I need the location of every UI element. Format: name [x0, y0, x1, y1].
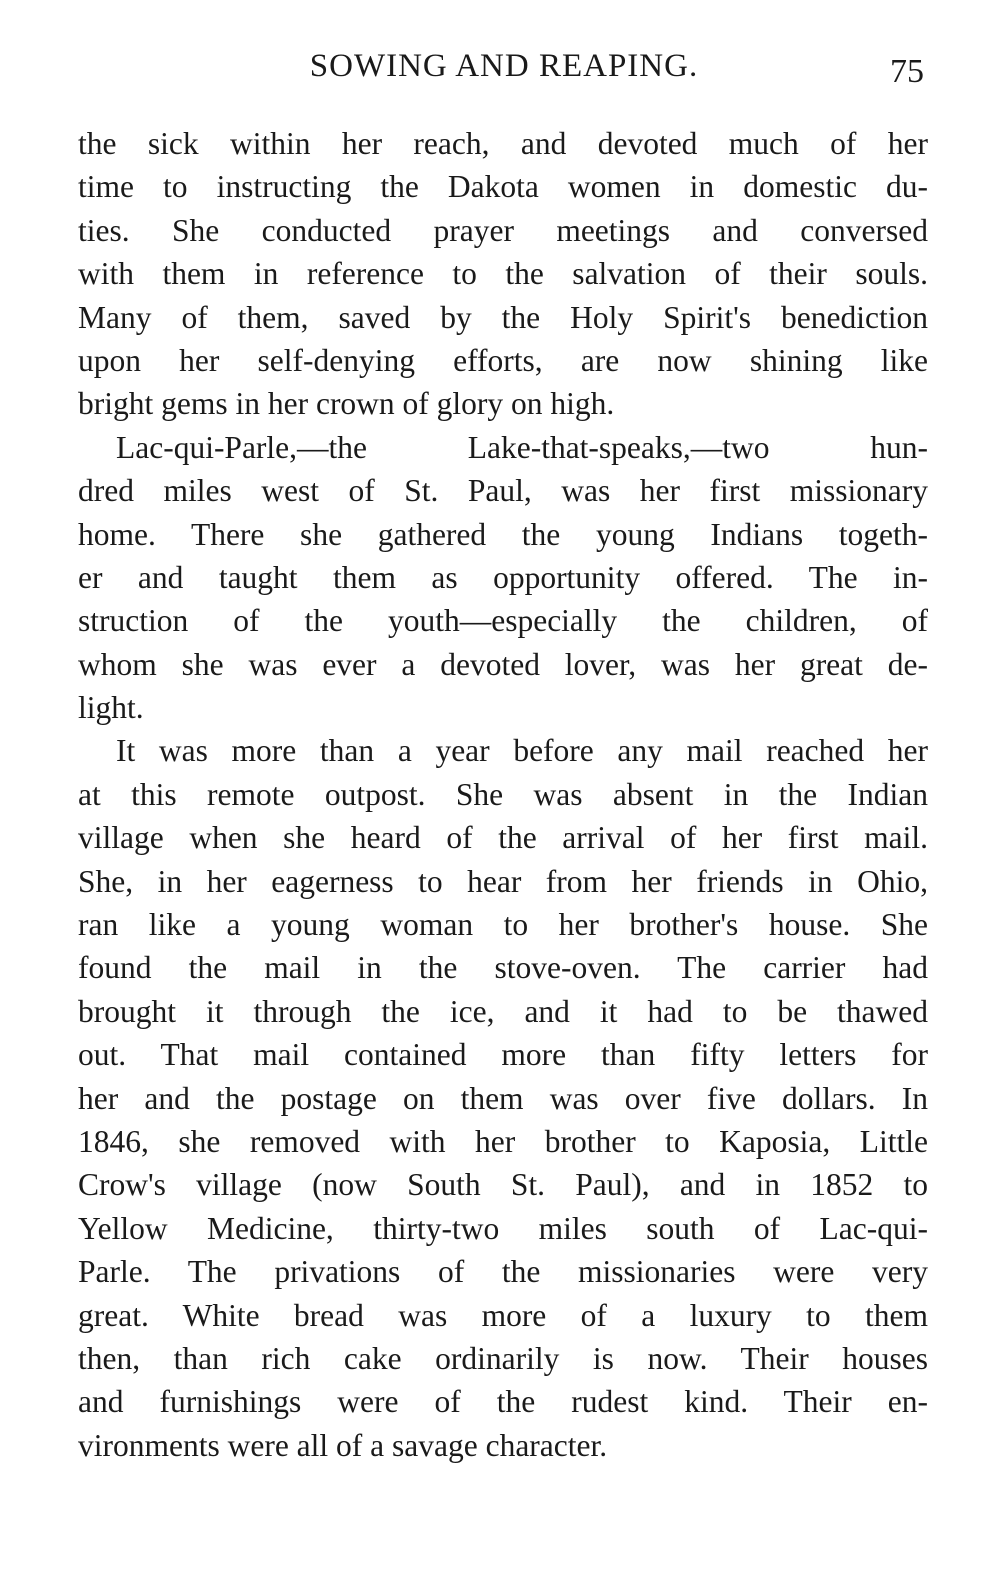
- text-line: time to instructing the Dakota women in domestic du-: [78, 169, 928, 205]
- text-line: upon her self-denying efforts, are now shining like: [78, 342, 928, 378]
- text-line: at this remote outpost. She was absent in the Indian: [78, 776, 928, 812]
- text-line: struction of the youth—especially the children, of: [78, 603, 928, 639]
- text-line: vironments were all of a savage character.: [78, 1427, 608, 1463]
- text-line: Lac-qui-Parle,—the Lake-that-speaks,—two hun-: [116, 429, 928, 465]
- page-number: 75: [890, 53, 924, 90]
- text-line: She, in her eagerness to hear from her friends in Ohio,: [78, 863, 928, 899]
- text-line: er and taught them as opportunity offered. The in-: [78, 559, 928, 595]
- text-line: village when she heard of the arrival of her first mail.: [78, 820, 928, 856]
- text-line: It was more than a year before any mail reached her: [116, 733, 928, 769]
- text-line: Yellow Medicine, thirty-two miles south of Lac-qui-: [78, 1210, 928, 1246]
- text-line: found the mail in the stove-oven. The carrier had: [78, 950, 928, 986]
- body-text: [78, 122, 928, 1467]
- text-line: ran like a young woman to her brother's house. She: [78, 907, 928, 943]
- text-line: home. There she gathered the young Indians togeth-: [78, 516, 928, 552]
- text-line: ties. She conducted prayer meetings and conversed: [78, 212, 928, 248]
- text-line: bright gems in her crown of glory on high.: [78, 386, 615, 422]
- text-line: great. White bread was more of a luxury to them: [78, 1297, 928, 1333]
- text-line: her and the postage on them was over five dollars. In: [78, 1080, 928, 1116]
- text-line: Crow's village (now South St. Paul), and in 1852 to: [78, 1167, 928, 1203]
- text-line: and furnishings were of the rudest kind. Their en-: [78, 1384, 928, 1420]
- text-line: Parle. The privations of the missionaries were very: [78, 1254, 928, 1290]
- running-title: SOWING AND REAPING.: [309, 48, 699, 84]
- text-line: light.: [78, 690, 144, 726]
- text-line: brought it through the ice, and it had to be thawed: [78, 993, 928, 1029]
- text-line: with them in reference to the salvation of their souls.: [78, 256, 928, 292]
- text-line: out. That mail contained more than fifty letters for: [78, 1037, 928, 1073]
- text-line: the sick within her reach, and devoted much of her: [78, 126, 928, 161]
- text-line: then, than rich cake ordinarily is now. Their houses: [78, 1340, 928, 1376]
- running-head: [78, 46, 930, 90]
- text-line: dred miles west of St. Paul, was her first missionary: [78, 473, 928, 509]
- text-line: 1846, she removed with her brother to Kaposia, Little: [78, 1123, 928, 1159]
- text-line: whom she was ever a devoted lover, was her great de-: [78, 646, 928, 682]
- text-line: Many of them, saved by the Holy Spirit's benediction: [78, 299, 928, 335]
